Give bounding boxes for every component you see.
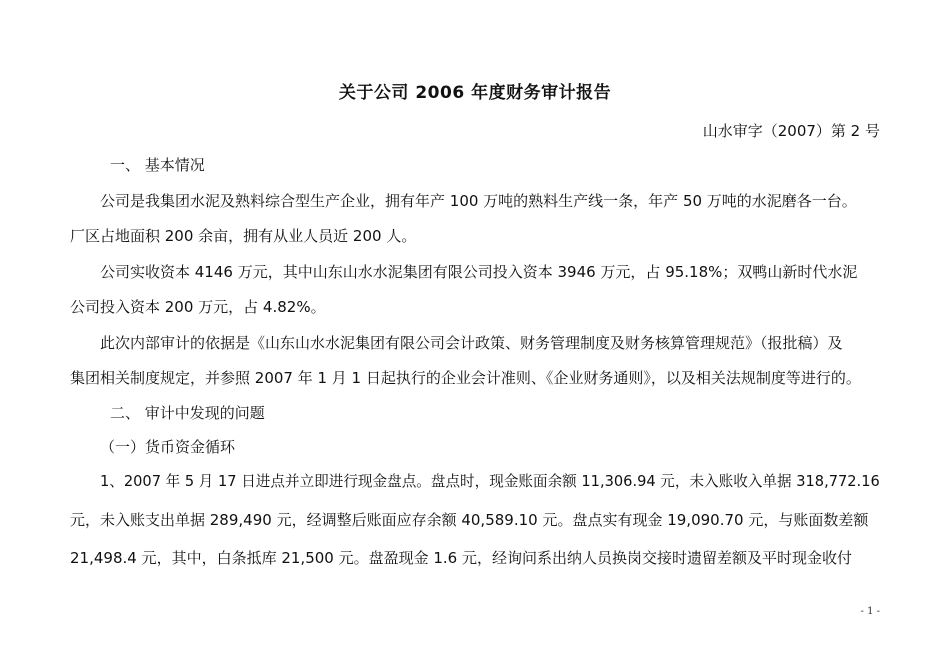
section1-para3-line2: 集团相关制度规定，并参照 2007 年 1 月 1 日起执行的企业会计准则、《企业财务通则》，以及相关法规制度等进行的。 bbox=[70, 369, 861, 387]
section2-para1-line1: 1、2007 年 5 月 17 日进点并立即进行现金盘点。盘点时，现金账面余额 11,306.94 元，未入账收入单据 318,772.16 bbox=[100, 472, 880, 490]
section2-subheading: （一）货币资金循环 bbox=[100, 438, 236, 456]
section1-para1-line1: 公司是我集团水泥及熟料综合型生产企业，拥有年产 100 万吨的熟料生产线一条，年产 50 万吨的水泥磨各一台。 bbox=[100, 192, 857, 210]
section1-heading: 一、 基本情况 bbox=[110, 156, 205, 174]
section2-para1-line2: 元，未入账支出单据 289,490 元，经调整后账面应存余额 40,589.10 元。盘点实有现金 19,090.70 元，与账面数差额 bbox=[70, 511, 869, 529]
section1-para2-line1: 公司实收资本 4146 万元，其中山东山水水泥集团有限公司投入资本 3946 万元，占 95.18%；双鸭山新时代水泥 bbox=[100, 263, 858, 281]
section1-para2-line2: 公司投入资本 200 万元，占 4.82%。 bbox=[70, 298, 326, 316]
page-number: - 1 - bbox=[860, 606, 880, 617]
section2-para1-line3: 21,498.4 元，其中，白条抵库 21,500 元。盘盈现金 1.6 元，经询问系出纳人员换岗交接时遗留差额及平时现金收付 bbox=[70, 549, 852, 567]
section1-para1-line2: 厂区占地面积 200 余亩，拥有从业人员近 200 人。 bbox=[70, 227, 417, 245]
section2-heading: 二、 审计中发现的问题 bbox=[110, 404, 265, 422]
report-title: 关于公司 2006 年度财务审计报告 bbox=[338, 83, 612, 103]
document-number: 山水审字（2007）第 2 号 bbox=[702, 122, 880, 140]
section1-para3-line1: 此次内部审计的依据是《山东山水水泥集团有限公司会计政策、财务管理制度及财务核算管理规范》（报批稿）及 bbox=[100, 334, 843, 352]
